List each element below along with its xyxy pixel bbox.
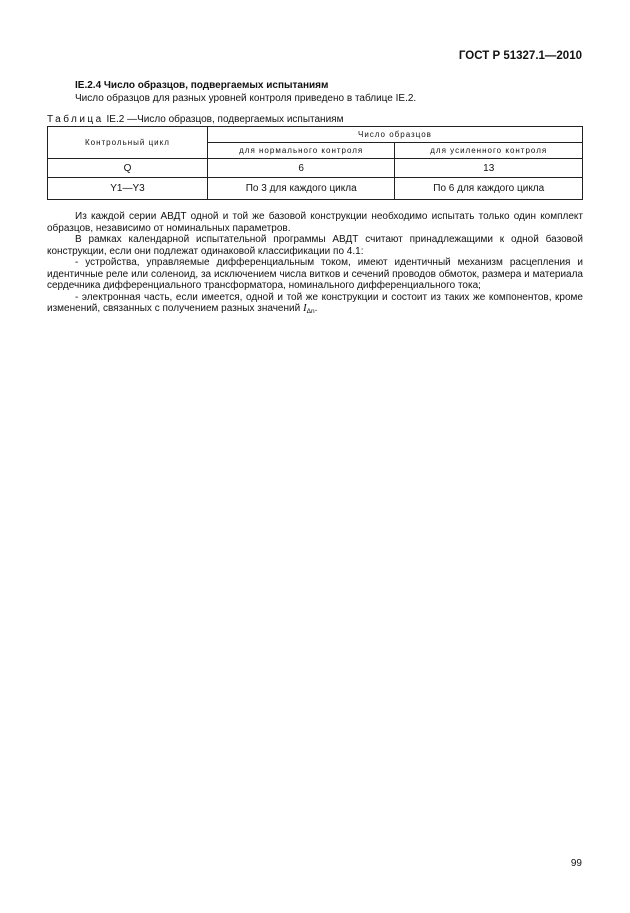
- body-text: [47, 211, 583, 318]
- cell-cycle: Q: [48, 159, 208, 178]
- paragraph-end: .: [314, 303, 318, 314]
- table-row: [48, 159, 583, 178]
- paragraph-text: - электронная часть, если имеется, одной и той же конструкции и состоит из таких же компонентов, кроме изменений, связанных с получением разных значений: [47, 291, 583, 314]
- table-caption: [47, 114, 343, 125]
- cell-cycle: Y1—Y3: [48, 178, 208, 200]
- paragraph: В рамках календарной испытательной программы АВДТ считают принадлежащими к одной базовой конструкции, если они подлежат одинаковой классификации по 4.1:: [47, 234, 583, 257]
- current-subscript: Δn: [306, 308, 315, 315]
- header-count: Число образцов: [207, 127, 582, 143]
- cell-normal: По 3 для каждого цикла: [207, 178, 395, 200]
- paragraph: - устройства, управляемые дифференциальным током, имеют идентичный механизм расцепления и идентичные реле или соленоид, за исключением числа витков и сечений проводов обмоток, размера и материала сердечника дифференциального трансформатора, номинального дифференциального тока;: [47, 257, 583, 291]
- section-intro: Число образцов для разных уровней контроля приведено в таблице IE.2.: [75, 93, 417, 104]
- section-title: IE.2.4 Число образцов, подвергаемых испытаниям: [75, 80, 329, 91]
- paragraph: Из каждой серии АВДТ одной и той же базовой конструкции необходимо испытать только один комплект образцов, независимо от номинальных параметров.: [47, 211, 583, 234]
- cell-normal: 6: [207, 159, 395, 178]
- document-code: ГОСТ Р 51327.1—2010: [458, 50, 582, 62]
- samples-table: [47, 126, 583, 200]
- paragraph: [47, 292, 583, 318]
- table-caption-text: IE.2 —Число образцов, подвергаемых испытаниям: [103, 114, 344, 125]
- header-normal: для нормального контроля: [207, 143, 395, 159]
- current-symbol: I: [302, 302, 307, 314]
- cell-enhanced: 13: [395, 159, 583, 178]
- header-enhanced: для усиленного контроля: [395, 143, 583, 159]
- page-number: 99: [570, 858, 582, 869]
- table-caption-label: Таблица: [47, 114, 104, 125]
- table-row: [48, 178, 583, 200]
- header-cycle: Контрольный цикл: [48, 127, 208, 159]
- cell-enhanced: По 6 для каждого цикла: [395, 178, 583, 200]
